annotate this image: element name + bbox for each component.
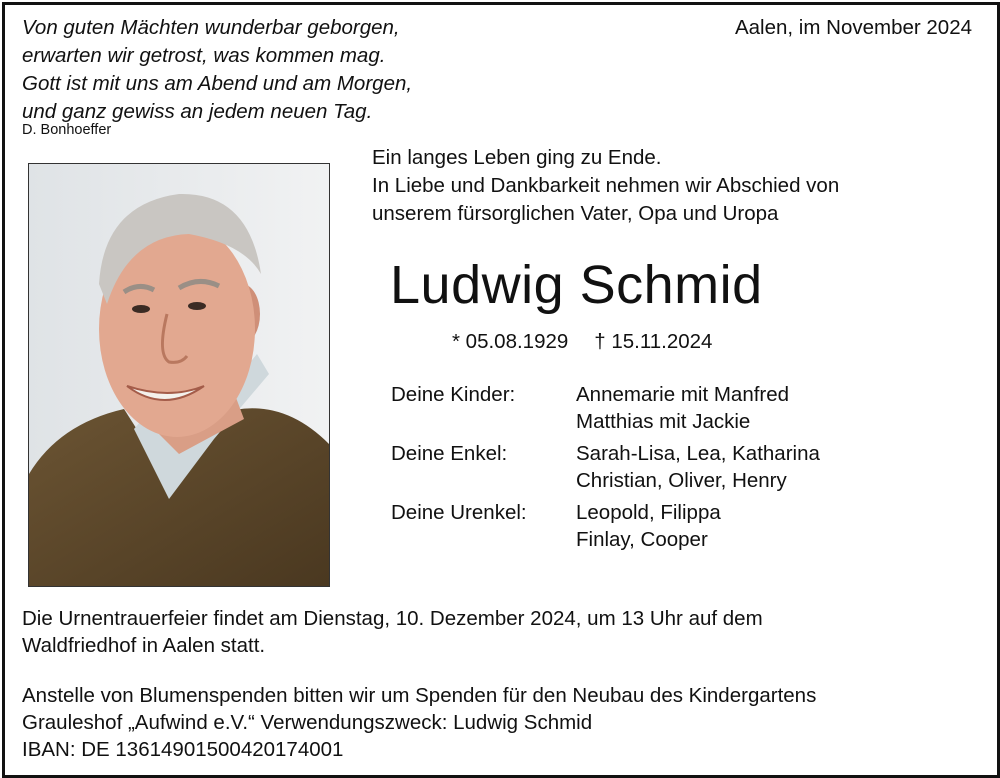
family-list xyxy=(391,381,820,558)
poem xyxy=(22,14,412,126)
poem-author: D. Bonhoeffer xyxy=(22,122,112,138)
portrait-illustration xyxy=(29,164,329,586)
intro-text xyxy=(372,144,839,228)
family-name-line: Annemarie mit Manfred xyxy=(576,383,790,406)
funeral-line: Waldfriedhof in Aalen statt. xyxy=(22,634,266,657)
poem-line: erwarten wir getrost, was kommen mag. xyxy=(22,44,386,67)
family-name-line: Finlay, Cooper xyxy=(576,528,708,551)
iban-line: IBAN: DE 13614901500420174001 xyxy=(22,738,344,761)
intro-line: In Liebe und Dankbarkeit nehmen wir Abschied von xyxy=(372,174,840,197)
family-label: Deine Enkel: xyxy=(391,442,508,465)
family-name-line: Leopold, Filippa xyxy=(576,501,721,524)
birth-date: * 05.08.1929 xyxy=(452,330,569,353)
intro-line: Ein langes Leben ging zu Ende. xyxy=(372,146,662,169)
poem-line: und ganz gewiss an jedem neuen Tag. xyxy=(22,100,373,123)
intro-line: unserem fürsorglichen Vater, Opa und Uropa xyxy=(372,202,779,225)
life-dates xyxy=(452,328,712,356)
poem-line: Gott ist mit uns am Abend und am Morgen, xyxy=(22,72,413,95)
poem-line: Von guten Mächten wunderbar geborgen, xyxy=(22,16,400,39)
funeral-info xyxy=(22,605,763,659)
family-group-great-grandchildren xyxy=(391,499,820,553)
family-names xyxy=(576,499,721,553)
deceased-name: Ludwig Schmid xyxy=(390,255,763,315)
place-date: Aalen, im November 2024 xyxy=(734,16,972,39)
donation-line: Anstelle von Blumenspenden bitten wir um Spenden für den Neubau des Kindergartens xyxy=(22,684,817,707)
family-group-children xyxy=(391,381,820,435)
family-name-line: Sarah-Lisa, Lea, Katharina xyxy=(576,442,820,465)
donation-line: Grauleshof „Aufwind e.V.“ Verwendungszweck: Ludwig Schmid xyxy=(22,711,593,734)
family-name-line: Christian, Oliver, Henry xyxy=(576,469,787,492)
family-names xyxy=(576,440,820,494)
death-date: † 15.11.2024 xyxy=(594,330,713,353)
portrait-photo xyxy=(28,163,330,587)
funeral-line: Die Urnentrauerfeier findet am Dienstag, 10. Dezember 2024, um 13 Uhr auf dem xyxy=(22,607,763,630)
donation-info xyxy=(22,682,816,763)
family-name-line: Matthias mit Jackie xyxy=(576,410,751,433)
family-label: Deine Kinder: xyxy=(391,383,516,406)
family-label: Deine Urenkel: xyxy=(391,501,527,524)
family-group-grandchildren xyxy=(391,440,820,494)
family-names xyxy=(576,381,789,435)
